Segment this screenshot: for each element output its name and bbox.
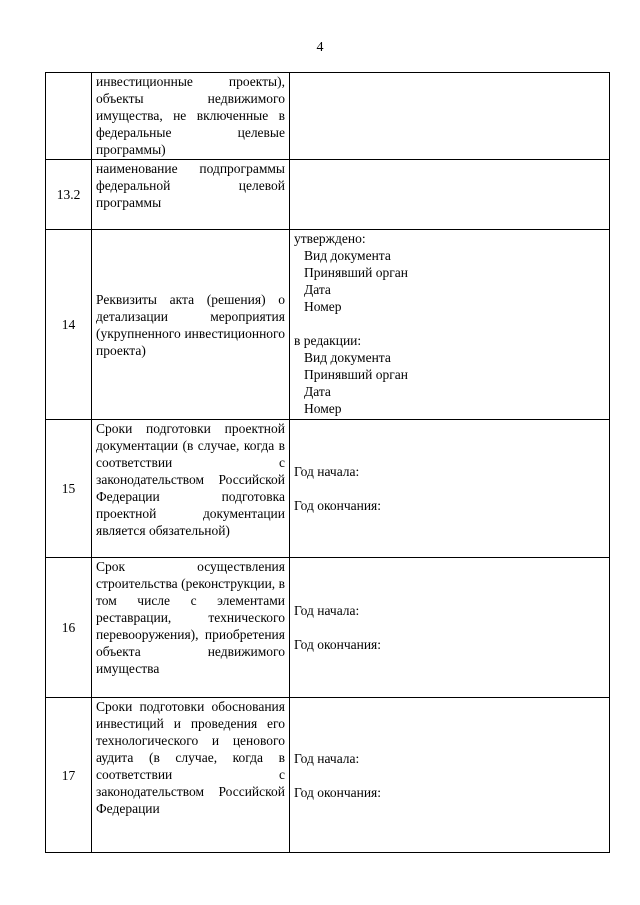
- row-description: инвестиционные проекты), объекты недвижимого имущества, не включенные в федеральные целевые программы): [92, 73, 290, 160]
- row-description: Сроки подготовки обоснования инвестиций и проведения его технологического и ценового аудита (в случае, когда в соответствии с законодательством Российской Федерации: [92, 698, 290, 853]
- page-number: 4: [316, 40, 324, 55]
- edition-doc-type: Вид документа: [304, 350, 391, 365]
- table-row: [46, 420, 610, 558]
- row-number: 17: [46, 698, 92, 853]
- years-cell: [290, 558, 610, 698]
- end-year-label: Год окончания:: [294, 637, 382, 652]
- edition-date: Дата: [304, 384, 331, 399]
- row-number: [46, 73, 92, 160]
- approved-label: утверждено:: [294, 231, 366, 246]
- approved-date: Дата: [304, 282, 331, 297]
- approved-doc-type: Вид документа: [304, 248, 391, 263]
- table-row: [46, 230, 610, 420]
- approved-number: Номер: [304, 299, 342, 314]
- row-description: Реквизиты акта (решения) о детализации мероприятия (укрупненного инвестиционного проекта): [92, 230, 290, 420]
- approved-authority: Принявший орган: [304, 265, 409, 280]
- row-description: Сроки подготовки проектной документации (в случае, когда в соответствии с законодательством Российской Федерации подготовка проектной документации является обязательной): [92, 420, 290, 558]
- end-year-label: Год окончания:: [294, 784, 382, 800]
- edition-authority: Принявший орган: [304, 367, 409, 382]
- row-number: 16: [46, 558, 92, 698]
- row-description: Срок осуществления строительства (реконструкции, в том числе с элементами реставрации, технического перевооружения), приобретения объекта недвижимого имущества: [92, 558, 290, 698]
- row-number: 14: [46, 230, 92, 420]
- row-description: наименование подпрограммы федеральной целевой программы: [92, 160, 290, 230]
- edition-label: в редакции:: [294, 333, 362, 348]
- start-year-label: Год начала:: [294, 750, 360, 766]
- row-value: [290, 160, 610, 230]
- start-year-label: Год начала:: [294, 464, 360, 479]
- table-row: [46, 73, 610, 160]
- table-row: [46, 558, 610, 698]
- years-cell: [290, 698, 610, 853]
- form-table: [45, 72, 610, 853]
- edition-number: Номер: [304, 401, 342, 416]
- row-number: 15: [46, 420, 92, 558]
- row-value: [290, 73, 610, 160]
- act-details-cell: [290, 230, 610, 420]
- table-row: [46, 698, 610, 853]
- years-cell: [290, 420, 610, 558]
- row-number: 13.2: [46, 160, 92, 230]
- start-year-label: Год начала:: [294, 603, 360, 618]
- end-year-label: Год окончания:: [294, 498, 382, 513]
- table-row: [46, 160, 610, 230]
